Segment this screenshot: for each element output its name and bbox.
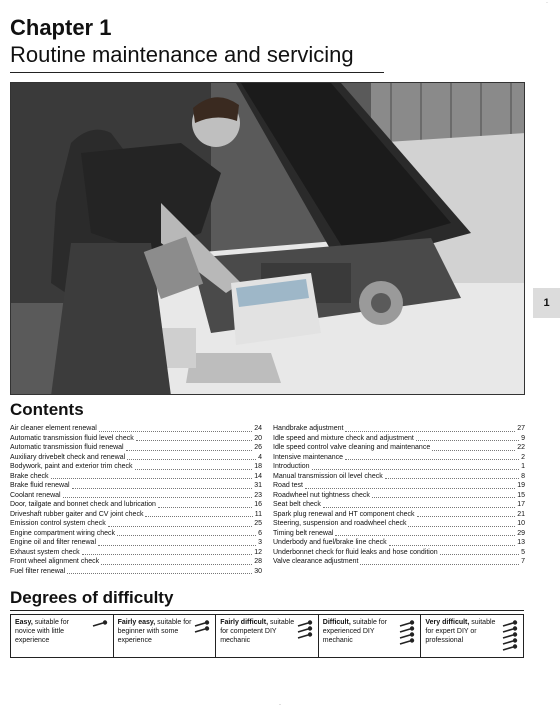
toc-dot-leader bbox=[126, 449, 253, 451]
toc-dot-leader bbox=[72, 487, 253, 489]
toc-dot-leader bbox=[108, 525, 253, 527]
toc-entry-title: Driveshaft rubber gaiter and CV joint check bbox=[10, 510, 144, 518]
toc-entry-page: 22 bbox=[517, 444, 525, 451]
toc-entry[interactable] bbox=[10, 519, 262, 529]
contents-heading: Contents bbox=[10, 400, 84, 419]
toc-dot-leader bbox=[360, 563, 519, 565]
toc-dot-leader bbox=[158, 506, 252, 508]
toc-entry[interactable] bbox=[273, 519, 525, 529]
degrees-rule bbox=[10, 610, 524, 611]
toc-entry[interactable] bbox=[273, 548, 525, 558]
difficulty-level-2 bbox=[114, 615, 217, 657]
toc-dot-leader bbox=[345, 430, 515, 432]
toc-entry-page: 9 bbox=[521, 434, 525, 442]
toc-entry-title: Valve clearance adjustment bbox=[273, 558, 359, 565]
toc-dot-leader bbox=[127, 458, 256, 460]
toc-entry-page: 14 bbox=[254, 472, 262, 480]
chapter-side-tab[interactable]: 1 bbox=[533, 288, 560, 318]
toc-dot-leader bbox=[335, 534, 515, 536]
toc-entry[interactable] bbox=[10, 443, 262, 453]
spanner-5-icon bbox=[501, 620, 519, 655]
toc-entry[interactable] bbox=[273, 434, 525, 444]
toc-entry-title: Spark plug renewal and HT component check bbox=[273, 510, 415, 518]
mechanic-engine-bay-photo bbox=[10, 82, 525, 395]
toc-dot-leader bbox=[417, 515, 516, 517]
difficulty-level-5 bbox=[421, 615, 523, 657]
toc-entry[interactable] bbox=[10, 567, 262, 577]
toc-entry[interactable] bbox=[10, 453, 262, 463]
toc-entry-page: 23 bbox=[254, 491, 262, 499]
toc-entry-page: 16 bbox=[254, 501, 262, 508]
toc-dot-leader bbox=[345, 458, 519, 460]
toc-entry-page: 26 bbox=[254, 444, 262, 451]
toc-entry[interactable] bbox=[273, 424, 525, 434]
toc-entry-title: Exhaust system check bbox=[10, 548, 80, 556]
toc-entry-page: 20 bbox=[254, 434, 262, 442]
toc-entry[interactable] bbox=[10, 548, 262, 558]
toc-dot-leader bbox=[145, 515, 252, 517]
toc-entry-title: Idle speed control valve cleaning and maintenance bbox=[273, 444, 431, 451]
difficulty-description: suitable for expert DIY or professional bbox=[425, 619, 496, 644]
toc-entry[interactable] bbox=[273, 529, 525, 539]
spanner-2-icon bbox=[193, 620, 211, 655]
toc-entry-title: Brake check bbox=[10, 472, 49, 480]
toc-entry-page: 6 bbox=[258, 529, 262, 537]
toc-entry-title: Air cleaner element renewal bbox=[10, 425, 97, 432]
spanner-4-icon bbox=[398, 620, 416, 655]
toc-entry-title: Intensive maintenance bbox=[273, 453, 344, 461]
toc-entry-title: Underbody and fuel/brake line check bbox=[273, 539, 387, 546]
toc-entry-title: Handbrake adjustment bbox=[273, 425, 344, 432]
toc-entry[interactable] bbox=[10, 424, 262, 434]
toc-entry-page: 10 bbox=[517, 520, 525, 527]
toc-dot-leader bbox=[389, 544, 516, 546]
toc-entry[interactable] bbox=[273, 491, 525, 501]
toc-dot-leader bbox=[416, 439, 519, 441]
toc-entry[interactable] bbox=[10, 462, 262, 472]
toc-entry-title: Automatic transmission fluid level check bbox=[10, 434, 134, 442]
degrees-heading: Degrees of difficulty bbox=[10, 588, 174, 607]
difficulty-legend bbox=[10, 614, 524, 658]
toc-entry-page: 5 bbox=[521, 548, 525, 556]
toc-entry-page: 15 bbox=[517, 491, 525, 499]
toc-entry-title: Brake fluid renewal bbox=[10, 482, 70, 489]
contents-right-column bbox=[273, 424, 525, 567]
toc-entry-title: Introduction bbox=[273, 463, 310, 470]
toc-entry-title: Roadwheel nut tightness check bbox=[273, 491, 370, 499]
toc-entry[interactable] bbox=[10, 434, 262, 444]
toc-entry-title: Idle speed and mixture check and adjustment bbox=[273, 434, 414, 442]
toc-entry-page: 3 bbox=[258, 539, 262, 546]
toc-entry-page: 18 bbox=[254, 463, 262, 470]
corner-mark: · bbox=[546, 0, 548, 6]
toc-entry-page: 8 bbox=[521, 472, 525, 480]
toc-entry-page: 13 bbox=[517, 539, 525, 546]
chapter-title: Routine maintenance and servicing bbox=[10, 42, 354, 67]
toc-entry[interactable] bbox=[273, 510, 525, 520]
toc-entry-title: Manual transmission oil level check bbox=[273, 472, 383, 480]
difficulty-name: Easy, bbox=[15, 619, 33, 626]
toc-entry-page: 4 bbox=[258, 453, 262, 461]
toc-entry-title: Fuel filter renewal bbox=[10, 567, 66, 575]
toc-entry-title: Engine oil and filter renewal bbox=[10, 539, 96, 546]
toc-entry-title: Underbonnet check for fluid leaks and hose condition bbox=[273, 548, 438, 556]
toc-dot-leader bbox=[136, 439, 252, 441]
toc-entry[interactable] bbox=[273, 557, 525, 567]
toc-entry[interactable] bbox=[10, 481, 262, 491]
toc-entry-title: Road test bbox=[273, 482, 303, 489]
toc-entry[interactable] bbox=[10, 538, 262, 548]
toc-entry[interactable] bbox=[273, 443, 525, 453]
difficulty-name: Fairly difficult, bbox=[220, 619, 269, 626]
difficulty-level-4 bbox=[319, 615, 422, 657]
toc-entry-page: 31 bbox=[254, 482, 262, 489]
toc-entry-page: 27 bbox=[517, 425, 525, 432]
toc-dot-leader bbox=[67, 572, 252, 574]
toc-dot-leader bbox=[323, 506, 515, 508]
toc-entry-title: Steering, suspension and roadwheel check bbox=[273, 520, 407, 527]
toc-entry-title: Automatic transmission fluid renewal bbox=[10, 444, 124, 451]
difficulty-text bbox=[118, 618, 194, 645]
toc-entry[interactable] bbox=[273, 453, 525, 463]
toc-entry[interactable] bbox=[10, 500, 262, 510]
toc-entry[interactable] bbox=[273, 472, 525, 482]
toc-dot-leader bbox=[312, 468, 520, 470]
toc-entry-page: 30 bbox=[254, 567, 262, 575]
toc-entry-title: Emission control system check bbox=[10, 520, 106, 527]
toc-dot-leader bbox=[51, 477, 253, 479]
spanner-1-icon bbox=[91, 620, 109, 655]
toc-entry[interactable] bbox=[273, 538, 525, 548]
difficulty-description: suitable for novice with little experience bbox=[15, 619, 69, 644]
toc-entry[interactable] bbox=[10, 491, 262, 501]
toc-entry-title: Bodywork, paint and exterior trim check bbox=[10, 463, 133, 470]
toc-dot-leader bbox=[432, 449, 515, 451]
toc-dot-leader bbox=[101, 563, 252, 565]
toc-dot-leader bbox=[98, 544, 256, 546]
toc-entry[interactable] bbox=[10, 557, 262, 567]
toc-entry-page: 28 bbox=[254, 558, 262, 565]
difficulty-name: Very difficult, bbox=[425, 619, 470, 626]
photo-illustration bbox=[11, 83, 525, 395]
toc-entry-page: 11 bbox=[254, 510, 262, 518]
toc-entry-page: 1 bbox=[521, 463, 525, 470]
difficulty-description: suitable for experienced DIY mechanic bbox=[322, 619, 387, 644]
spanner-3-icon bbox=[296, 620, 314, 655]
toc-dot-leader bbox=[135, 468, 253, 470]
toc-entry[interactable] bbox=[273, 481, 525, 491]
difficulty-text bbox=[220, 618, 296, 645]
toc-entry-title: Timing belt renewal bbox=[273, 529, 334, 537]
toc-entry-title: Engine compartment wiring check bbox=[10, 529, 116, 537]
difficulty-text bbox=[15, 618, 91, 645]
difficulty-level-3 bbox=[216, 615, 319, 657]
toc-entry-page: 2 bbox=[521, 453, 525, 461]
difficulty-level-1 bbox=[11, 615, 114, 657]
difficulty-description: suitable for competent DIY mechanic bbox=[220, 619, 295, 644]
toc-entry-page: 24 bbox=[254, 425, 262, 432]
chapter-label: Chapter 1 bbox=[10, 15, 112, 40]
toc-dot-leader bbox=[385, 477, 519, 479]
contents-left-column bbox=[10, 424, 262, 576]
toc-entry-title: Auxiliary drivebelt check and renewal bbox=[10, 453, 126, 461]
toc-dot-leader bbox=[82, 553, 253, 555]
difficulty-name: Fairly easy, bbox=[117, 619, 156, 626]
toc-dot-leader bbox=[99, 430, 252, 432]
toc-dot-leader bbox=[63, 496, 253, 498]
toc-entry-page: 21 bbox=[517, 510, 525, 518]
toc-entry-title: Front wheel alignment check bbox=[10, 558, 100, 565]
toc-dot-leader bbox=[305, 487, 515, 489]
toc-entry-page: 17 bbox=[517, 501, 525, 508]
toc-entry-title: Door, tailgate and bonnet check and lubrication bbox=[10, 501, 156, 508]
toc-entry-page: 7 bbox=[521, 558, 525, 565]
toc-entry[interactable] bbox=[10, 529, 262, 539]
toc-dot-leader bbox=[408, 525, 515, 527]
toc-entry[interactable] bbox=[10, 472, 262, 482]
difficulty-text bbox=[425, 618, 501, 645]
difficulty-description: suitable for beginner with some experience bbox=[117, 619, 192, 644]
toc-entry-title: Coolant renewal bbox=[10, 491, 61, 499]
toc-entry-page: 25 bbox=[254, 520, 262, 527]
toc-dot-leader bbox=[372, 496, 515, 498]
toc-entry-title: Seat belt check bbox=[273, 501, 321, 508]
toc-entry-page: 12 bbox=[254, 548, 262, 556]
toc-dot-leader bbox=[440, 553, 519, 555]
toc-dot-leader bbox=[117, 534, 256, 536]
toc-entry[interactable] bbox=[10, 510, 262, 520]
title-rule bbox=[10, 72, 384, 73]
toc-entry-page: 29 bbox=[517, 529, 525, 537]
toc-entry-page: 19 bbox=[517, 482, 525, 489]
difficulty-text bbox=[323, 618, 399, 645]
footer-mark: · bbox=[279, 702, 281, 708]
toc-entry[interactable] bbox=[273, 500, 525, 510]
toc-entry[interactable] bbox=[273, 462, 525, 472]
difficulty-name: Difficult, bbox=[322, 619, 351, 626]
